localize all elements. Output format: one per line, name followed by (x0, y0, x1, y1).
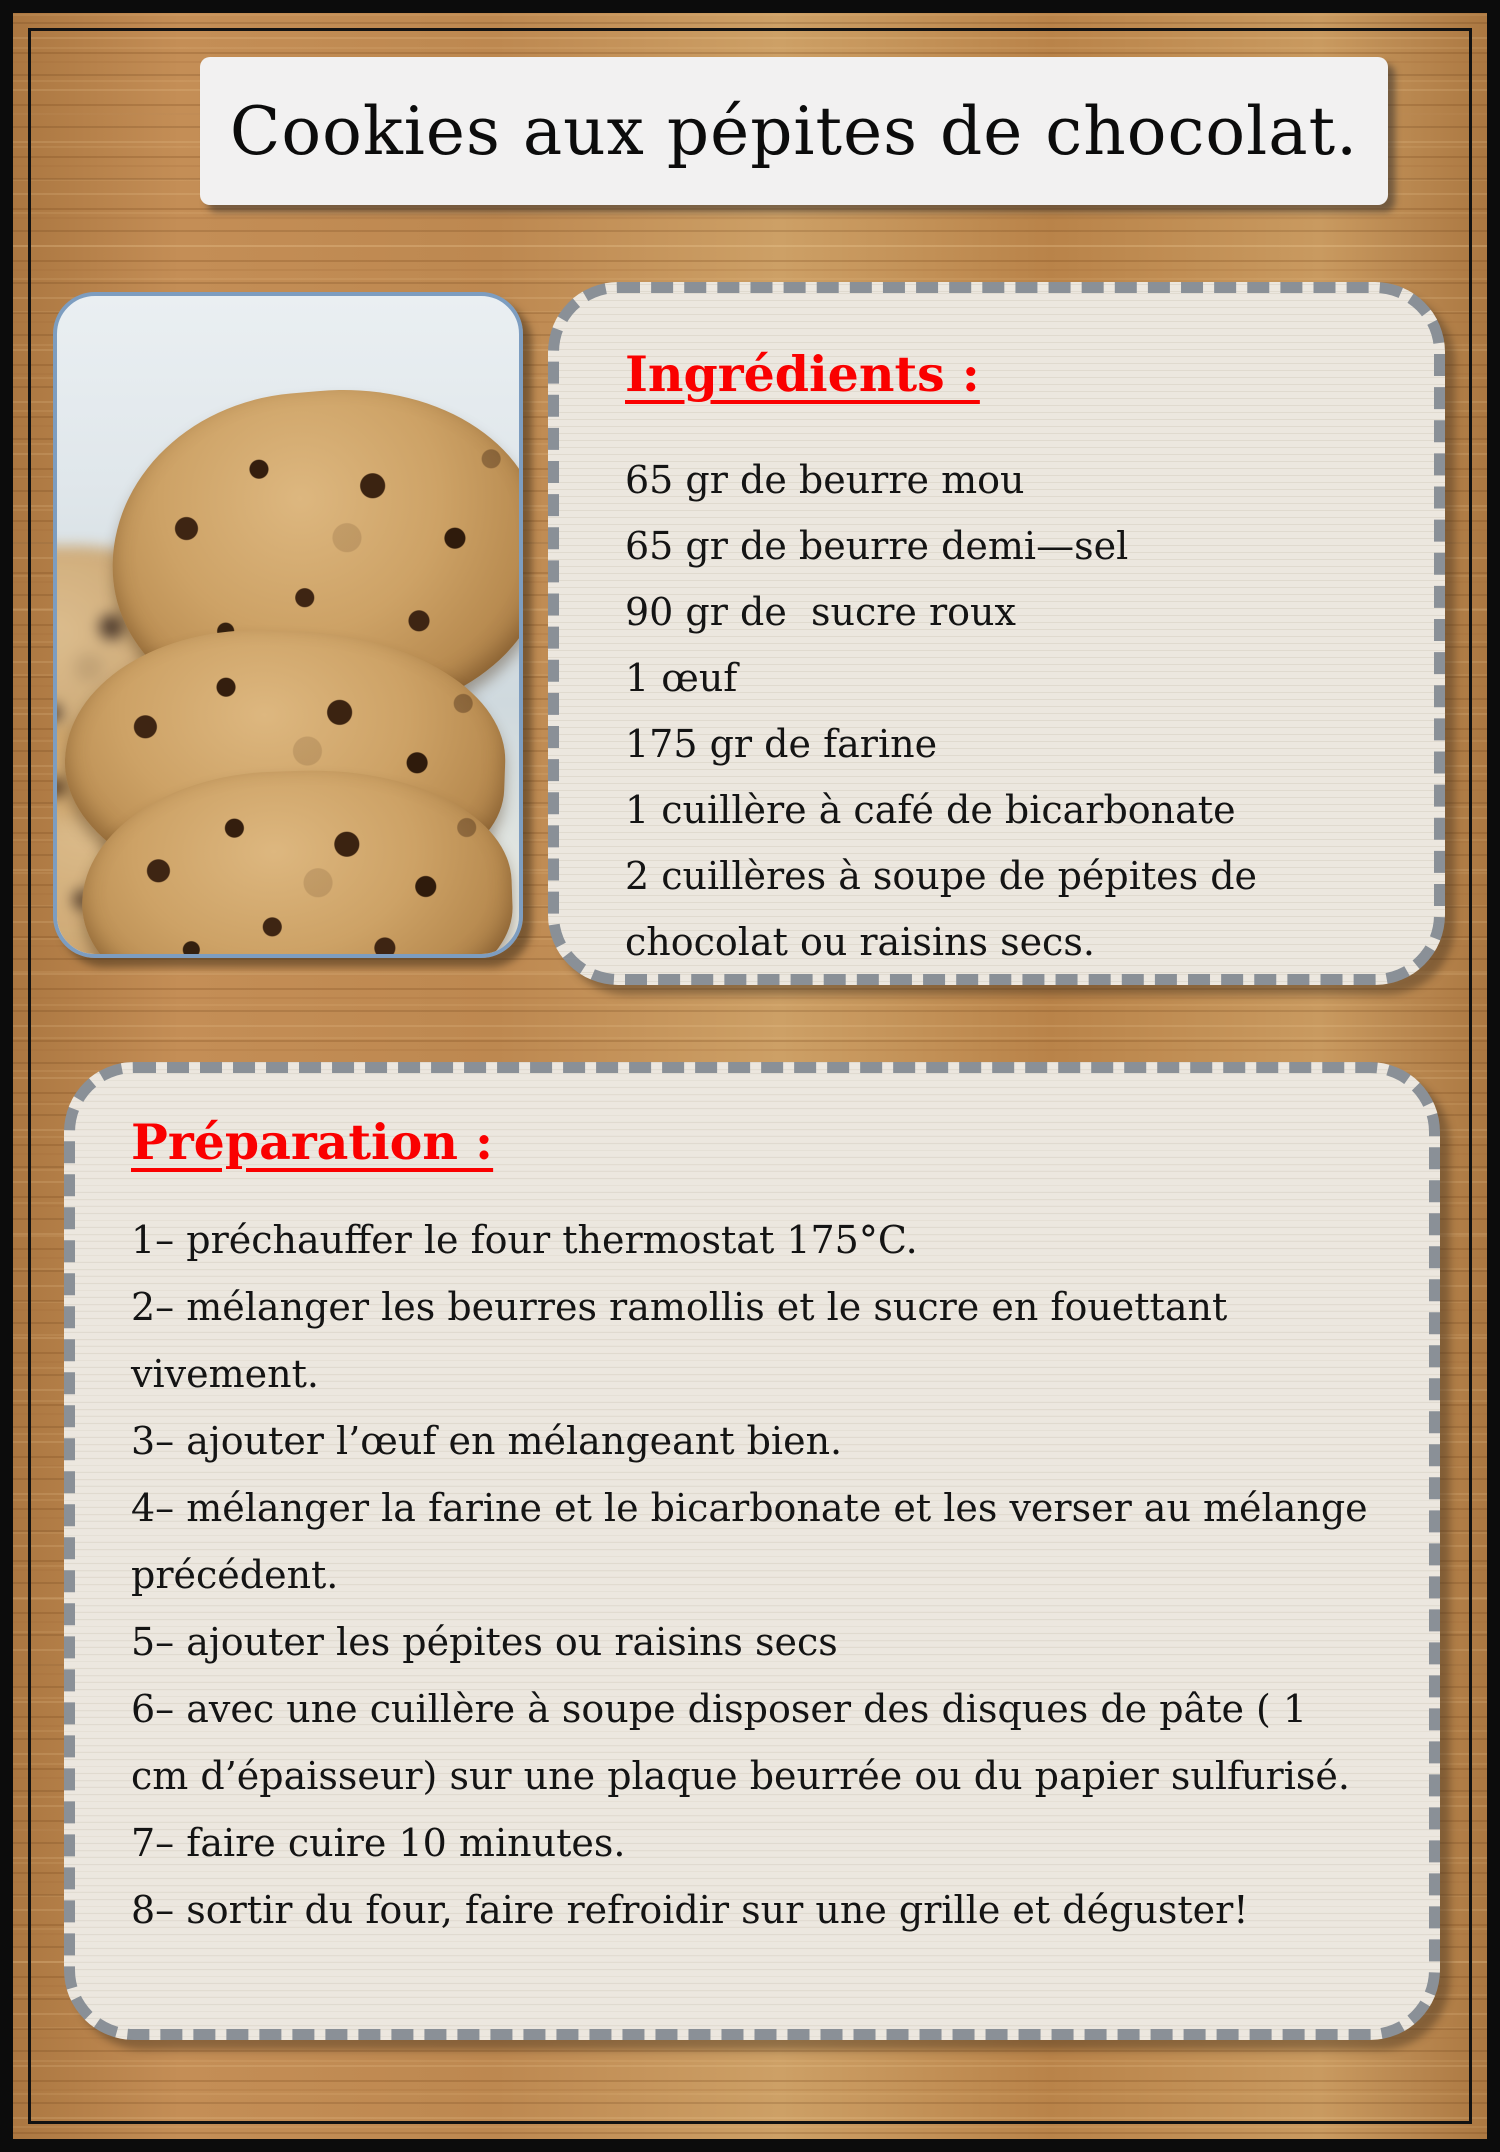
ingredient-item: 1 cuillère à café de bicarbonate (625, 788, 1236, 832)
preparation-heading: Préparation : (131, 1113, 494, 1171)
preparation-step: 8– sortir du four, faire refroidir sur une grille et déguster! (131, 1888, 1249, 1932)
ingredient-item: 1 œuf (625, 656, 738, 700)
recipe-title-banner (200, 57, 1388, 205)
preparation-step: 2– mélanger les beurres ramollis et le sucre en fouettant vivement. (131, 1285, 1240, 1396)
ingredient-item: 65 gr de beurre demi—sel (625, 524, 1129, 568)
ingredient-item: 175 gr de farine (625, 722, 938, 766)
preparation-step: 5– ajouter les pépites ou raisins secs (131, 1620, 838, 1664)
ingredients-box (548, 282, 1445, 985)
preparation-step: 4– mélanger la farine et le bicarbonate et les verser au mélange précédent. (131, 1486, 1380, 1597)
ingredient-item: 90 gr de sucre roux (625, 590, 1016, 634)
cookies-photo (53, 292, 523, 958)
preparation-step: 7– faire cuire 10 minutes. (131, 1821, 626, 1865)
preparation-box (64, 1062, 1440, 2040)
preparation-step: 6– avec une cuillère à soupe disposer des disques de pâte ( 1 cm d’épaisseur) sur une plaque beurrée ou du papier sulfurisé. (131, 1687, 1350, 1798)
preparation-step: 1– préchauffer le four thermostat 175°C. (131, 1218, 918, 1262)
ingredient-item: 65 gr de beurre mou (625, 458, 1025, 502)
preparation-step: 3– ajouter l’œuf en mélangeant bien. (131, 1419, 843, 1463)
page-title: Cookies aux pépites de chocolat. (229, 92, 1359, 170)
ingredients-heading: Ingrédients : (625, 345, 980, 403)
ingredient-item: 2 cuillères à soupe de pépites de chocolat ou raisins secs. (625, 854, 1270, 964)
preparation-steps (131, 1207, 1380, 1944)
ingredients-list (625, 447, 1384, 975)
